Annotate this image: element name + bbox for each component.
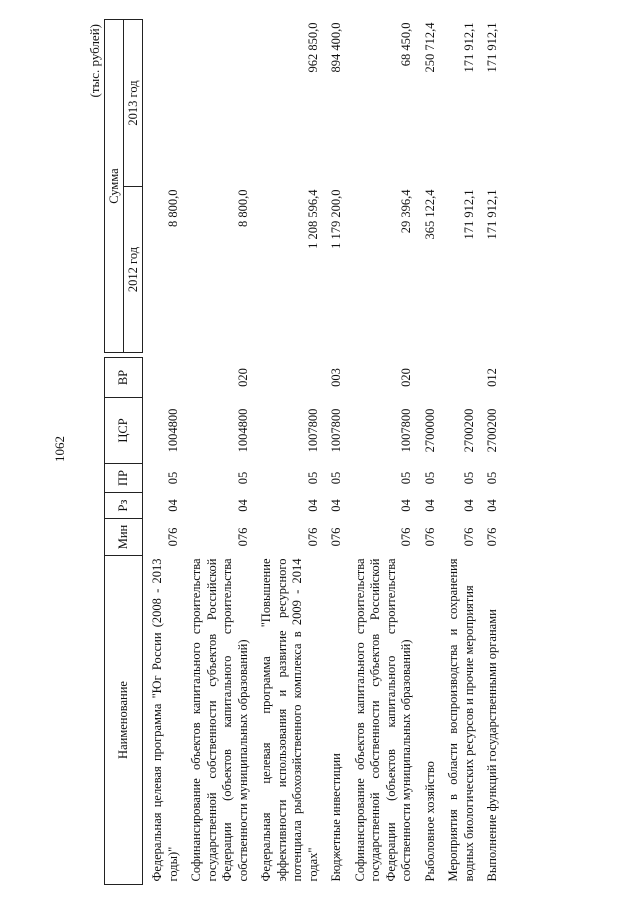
row-rz: 04 xyxy=(422,499,437,512)
row-pr: 05 xyxy=(235,471,250,485)
row-sum-2012: 1 179 200,0 xyxy=(329,189,343,249)
row-rz: 04 xyxy=(235,499,250,512)
row-csr: 2700000 xyxy=(422,408,437,453)
table-row xyxy=(346,20,416,885)
row-rz: 04 xyxy=(461,499,476,512)
header-rz: Рз xyxy=(105,493,143,519)
row-name: Бюджетные инвестиции xyxy=(329,753,343,882)
header-min: Мин xyxy=(105,519,143,556)
row-sum-2012: 171 912,1 xyxy=(485,189,499,240)
row-csr: 1004800 xyxy=(165,408,180,453)
row-sum-2012: 8 800,0 xyxy=(165,189,180,227)
table-row xyxy=(416,20,440,885)
row-sum-2013 xyxy=(143,20,183,187)
row-sum-2012: 365 122,4 xyxy=(422,189,437,240)
row-min: 076 xyxy=(422,527,437,547)
row-rz: 04 xyxy=(305,499,320,512)
unit-note: (тыс. рублей) xyxy=(87,24,102,98)
row-pr: 05 xyxy=(422,471,437,485)
header-name: Наименование xyxy=(105,556,143,885)
row-sum-2012: 1 208 596,4 xyxy=(305,189,320,249)
row-name: Софинансирование объектов капитального строительства государственной собственности субъектов Российской Федерации (объектов капитального строительства собственности муниципальных образований) xyxy=(352,558,413,882)
row-min: 076 xyxy=(329,527,343,547)
header-vr: ВР xyxy=(105,358,143,398)
row-sum-2013: 171 912,1 xyxy=(461,22,476,73)
row-name: Мероприятия в области воспроизводства и сохранения водных биологических ресурсов и прочие мероприятия xyxy=(446,558,476,882)
row-csr: 2700200 xyxy=(461,408,476,453)
row-vr xyxy=(416,358,440,398)
row-sum-2013: 68 450,0 xyxy=(399,22,413,67)
row-pr: 05 xyxy=(399,471,413,485)
row-vr: 012 xyxy=(485,368,499,387)
row-sum-2013: 894 400,0 xyxy=(329,22,343,73)
row-csr: 2700200 xyxy=(485,408,499,453)
table-row xyxy=(478,20,502,885)
row-csr: 1007800 xyxy=(399,408,413,453)
row-name: Софинансирование объектов капитального строительства государственной собственности субъектов Российской Федерации (объектов капитального строительства собственности муниципальных образований) xyxy=(189,558,250,882)
row-sum-2013: 250 712,4 xyxy=(422,22,437,73)
header-row xyxy=(105,20,124,885)
row-rz: 04 xyxy=(399,499,413,512)
row-pr: 05 xyxy=(461,471,476,485)
row-name: Рыболовное хозяйство xyxy=(422,761,437,882)
rotated-page-content xyxy=(84,20,582,885)
row-rz: 04 xyxy=(329,499,343,512)
header-spacer xyxy=(105,353,143,358)
row-rz: 04 xyxy=(165,499,180,512)
row-rz: 04 xyxy=(485,499,499,512)
row-vr xyxy=(439,358,478,398)
table-row xyxy=(252,20,322,885)
row-sum-2013: 962 850,0 xyxy=(305,22,320,73)
row-csr: 1004800 xyxy=(235,408,250,453)
row-min: 076 xyxy=(461,527,476,547)
row-vr: 020 xyxy=(399,368,413,387)
row-pr: 05 xyxy=(165,471,180,485)
row-vr: 003 xyxy=(329,368,343,387)
header-sum: Сумма xyxy=(105,20,124,353)
table-row xyxy=(439,20,478,885)
row-pr: 05 xyxy=(485,471,499,485)
row-min: 076 xyxy=(235,527,250,547)
page-number: 1062 xyxy=(52,436,67,462)
row-sum-2012: 171 912,1 xyxy=(461,189,476,240)
row-csr: 1007800 xyxy=(329,408,343,453)
row-pr: 05 xyxy=(305,471,320,485)
row-min: 076 xyxy=(399,527,413,547)
header-pr: ПР xyxy=(105,464,143,493)
row-vr: 020 xyxy=(235,368,250,387)
table-row xyxy=(143,20,183,885)
row-csr: 1007800 xyxy=(305,408,320,453)
row-pr: 05 xyxy=(329,471,343,485)
row-sum-2013: 171 912,1 xyxy=(485,22,499,73)
budget-table xyxy=(104,19,502,885)
row-name: Выполнение функций государственными органами xyxy=(485,609,499,882)
row-sum-2013 xyxy=(182,20,252,187)
table-row xyxy=(182,20,252,885)
row-name: Федеральная целевая программа "Юг России (2008 - 2013 годы)" xyxy=(150,558,180,882)
table-row xyxy=(322,20,346,885)
row-vr xyxy=(252,358,322,398)
row-vr xyxy=(143,358,183,398)
row-min: 076 xyxy=(305,527,320,547)
row-min: 076 xyxy=(485,527,499,547)
header-csr: ЦСР xyxy=(105,398,143,464)
row-name: Федеральная целевая программа "Повышение эффективности использования и развитие ресурсного потенциала рыбохозяйственного комплекса в 2009 - 2014 годах" xyxy=(259,558,320,882)
header-year-2012: 2012 год xyxy=(124,187,143,353)
header-year-2013: 2013 год xyxy=(124,20,143,187)
row-sum-2012: 8 800,0 xyxy=(235,189,250,227)
row-min: 076 xyxy=(165,527,180,547)
row-sum-2012: 29 396,4 xyxy=(399,189,413,234)
